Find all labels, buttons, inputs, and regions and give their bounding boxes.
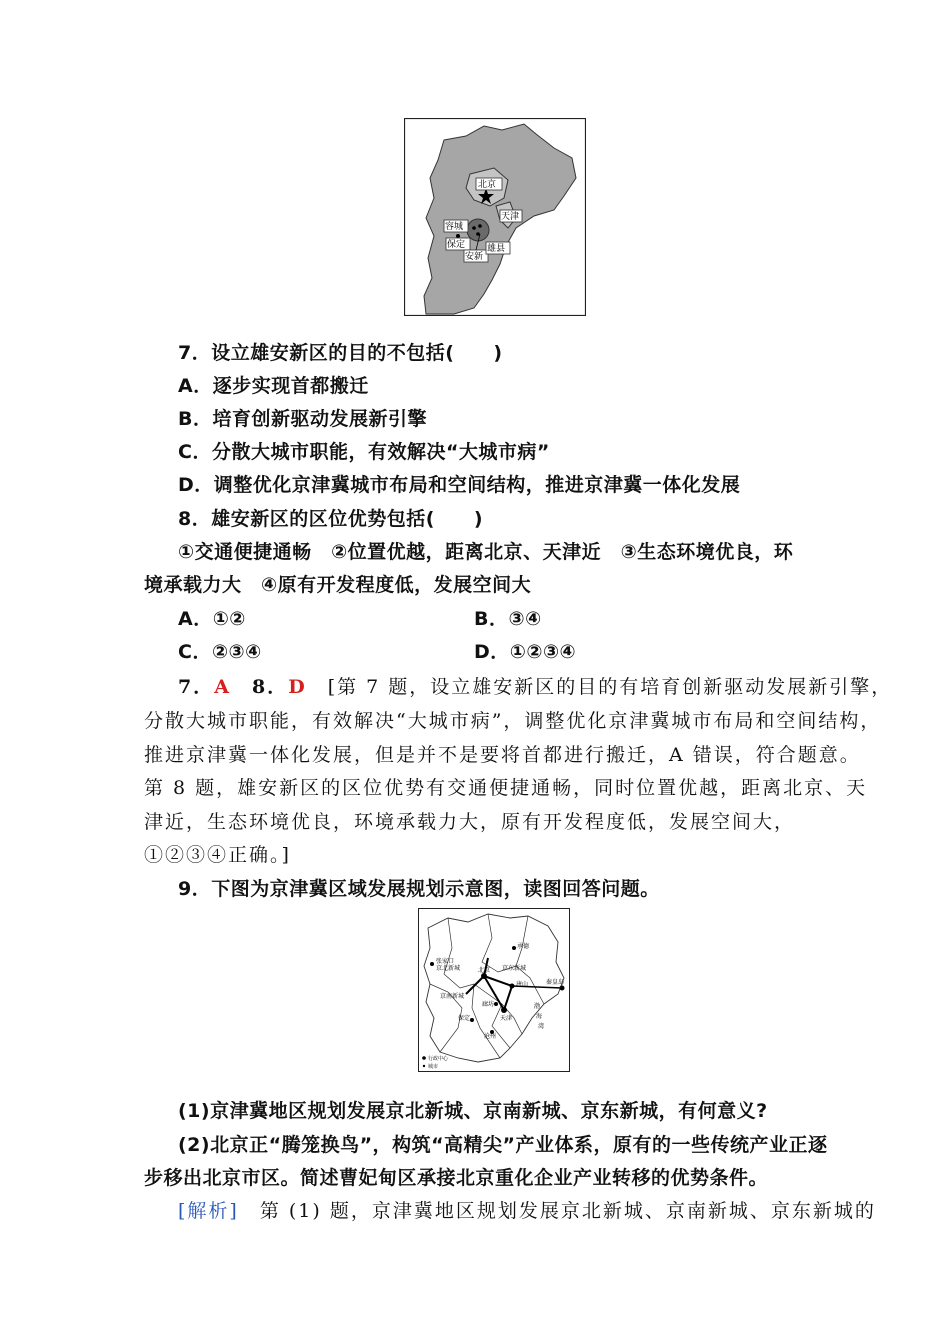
q9-sub2-line2: 步移出北京市区。简述曹妃甸区承接北京重化企业产业转移的优势条件。: [144, 1167, 769, 1189]
q8-stem: 8．雄安新区的区位优势包括( ): [178, 508, 484, 530]
q9-sub2-line1: (2)北京正“腾笼换鸟”，构筑“高精尖”产业体系，原有的一些传统产业正逐: [178, 1134, 828, 1156]
map2-tianjin-label: 天津: [500, 1015, 513, 1022]
q8-option-c: C．②③④: [178, 641, 262, 663]
q8-option-d: D．①②③④: [474, 641, 577, 663]
answer-8: D: [288, 676, 307, 698]
map2-jingbei-label: 京北新城: [436, 965, 461, 972]
map2-cangzhou-label: 沧州: [484, 1033, 497, 1040]
answer-line4: 第 8 题，雄安新区的区位优势有交通便捷通畅，同时位置优越，距离北京、天: [144, 777, 868, 799]
map2-tangshan-label: 唐山: [516, 981, 529, 988]
q9-stem: 9．下图为京津冀区域发展规划示意图，读图回答问题。: [178, 878, 660, 900]
answer-prefix7: 7．: [178, 676, 215, 698]
map2-langfang-label: 廊坊: [482, 1001, 495, 1008]
map1-rongcheng-label: 容城: [445, 222, 464, 232]
xiongan-location-map: [404, 118, 586, 316]
map1-anxin-label: 安新: [465, 252, 484, 262]
q7-option-a: A．逐步实现首都搬迁: [178, 375, 369, 397]
map2-bohai-label-2: 海: [536, 1013, 543, 1020]
q7-option-c: C．分散大城市职能，有效解决“大城市病”: [178, 441, 550, 463]
jingjinji-planning-map: [418, 908, 570, 1072]
q8-items-line1: ①交通便捷通畅 ②位置优越，距离北京、天津近 ③生态环境优良，环: [178, 541, 794, 563]
analysis-line: [178, 1196, 876, 1223]
map2-baoding-label: 保定: [458, 1015, 471, 1022]
answer-text-1: [第 7 题，设立雄安新区的目的有培育创新驱动发展新引擎，: [306, 676, 893, 698]
map2-jingnan-label: 京南新城: [440, 993, 465, 1000]
map1-baoding-label: 保定: [447, 240, 466, 250]
map2-zhangjiakou-label: 张家口: [436, 958, 455, 965]
answer-line5: 津近，生态环境优良，环境承载力大，原有开发程度低，发展空间大，: [144, 811, 796, 833]
answer-line6: ①②③④正确。]: [144, 844, 291, 866]
answer-prefix8: 8．: [230, 676, 289, 698]
answer-7: A: [214, 676, 231, 698]
map1-xiongxian-label: 雄县: [487, 244, 506, 254]
map2-beijing-label: 北京: [478, 967, 491, 974]
map2-chengde-label: 承德: [517, 943, 530, 950]
answer-line2: 分散大城市职能，有效解决“大城市病”，调整优化京津冀城市布局和空间结构，: [144, 710, 882, 732]
q8-option-b: B．③④: [474, 608, 542, 630]
q8-items-line2: 境承载力大 ④原有开发程度低，发展空间大: [144, 574, 532, 596]
q8-option-a: A．①②: [178, 608, 246, 630]
q9-sub1: (1)京津冀地区规划发展京北新城、京南新城、京东新城，有何意义?: [178, 1100, 768, 1122]
map1-beijing-label: 北京: [478, 180, 497, 190]
map2-bohai-label-1: 渤: [534, 1003, 541, 1010]
analysis-tag: [解析]: [178, 1200, 239, 1222]
q7-option-d: D．调整优化京津冀城市布局和空间结构，推进京津冀一体化发展: [178, 474, 741, 496]
answer-line1: [178, 672, 892, 699]
map1-tianjin-label: 天津: [501, 212, 520, 222]
analysis-text: 第 (1) 题，京津冀地区规划发展京北新城、京南新城、京东新城的: [238, 1200, 876, 1222]
map2-qinhuangdao-label: 秦皇岛: [546, 979, 565, 986]
map2-legend-admin: 行政中心: [428, 1056, 449, 1062]
map2-legend-city: 城市: [428, 1064, 439, 1070]
answer-line3: 推进京津冀一体化发展，但是并不是要将首都进行搬迁，A 错误，符合题意。: [144, 744, 861, 766]
map2-jingdong-label: 京东新城: [502, 965, 527, 972]
map2-bohai-label-3: 湾: [538, 1023, 545, 1030]
q7-stem: 7．设立雄安新区的目的不包括( ): [178, 342, 503, 364]
q7-option-b: B．培育创新驱动发展新引擎: [178, 408, 427, 430]
